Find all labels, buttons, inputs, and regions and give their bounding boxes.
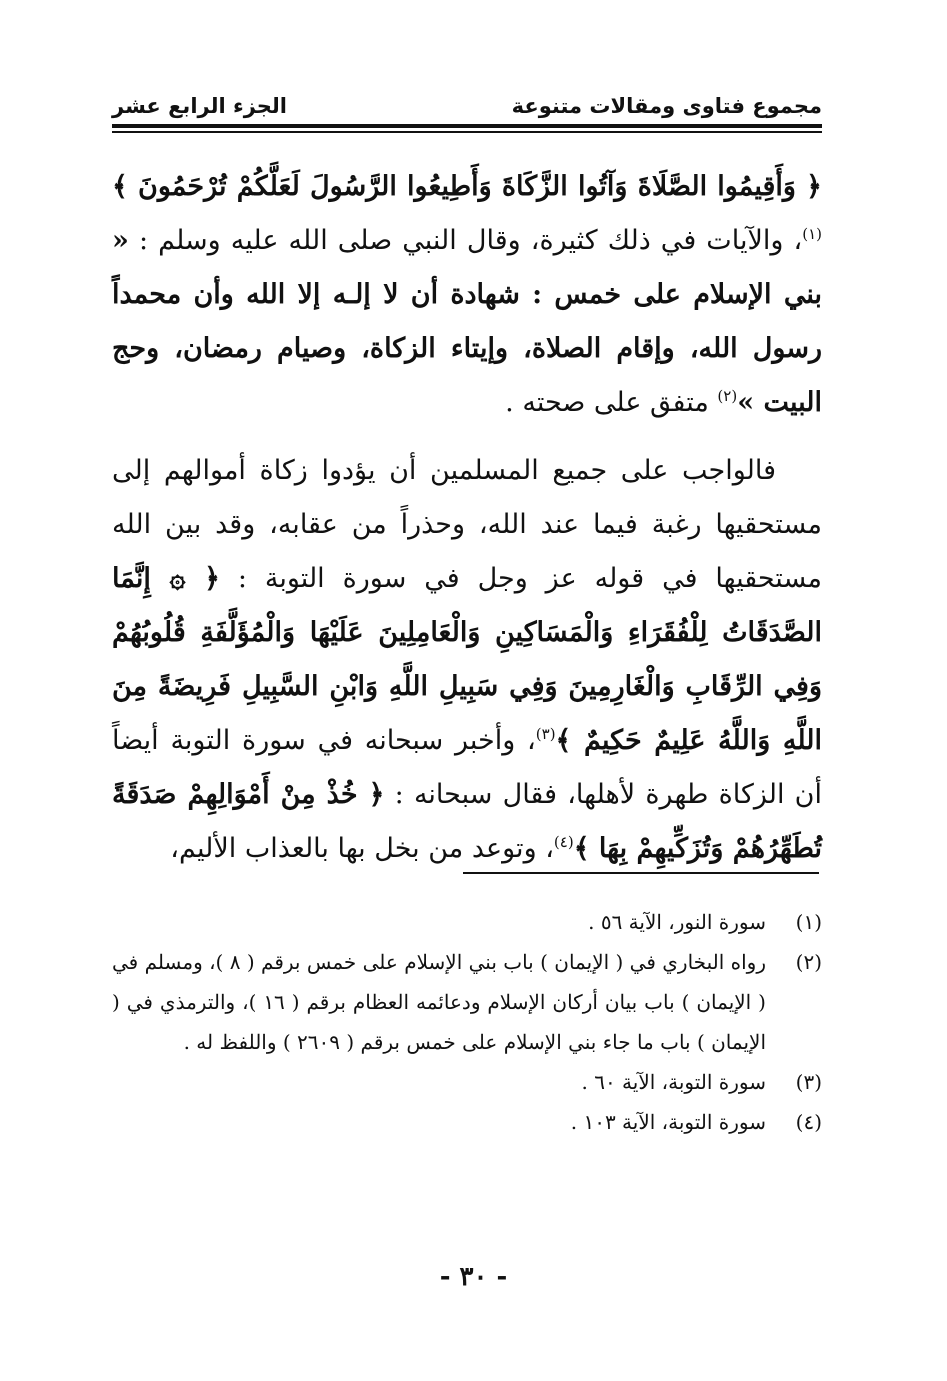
- paragraph-1: [112, 160, 822, 430]
- footnote-text: سورة التوبة، الآية ١٠٣ .: [570, 1110, 766, 1134]
- footnote-2: [112, 942, 822, 1062]
- paragraph-2-text-c: ، وتوعد من بخل بها بالعذاب الأليم،: [170, 833, 554, 864]
- quran-verse-2: ﴿ ۞ إِنَّمَا الصَّدَقَاتُ لِلْفُقَرَاءِ وَالْمَسَاكِينِ وَالْعَامِلِينَ عَلَيْهَا وَالْمُؤَلَّفَةِ قُلُوبُهُمْ وَفِي الرِّقَابِ وَالْغَارِمِينَ وَفِي سَبِيلِ اللَّهِ وَابْنِ السَّبِيلِ فَرِيضَةً مِنَ اللَّهِ وَاللَّهُ عَلِيمٌ حَكِيمٌ ﴾: [112, 563, 822, 756]
- footnote-number: (٤): [795, 1110, 822, 1134]
- footnote-text: سورة التوبة، الآية ٦٠ .: [581, 1070, 766, 1094]
- running-header: [112, 94, 822, 122]
- paragraph-2: [112, 444, 822, 876]
- footnote-3: [112, 1062, 822, 1102]
- paragraph-2-text-a: فالواجب على جميع المسلمين أن يؤدوا زكاة أموالهم إلى مستحقيها رغبة فيما عند الله، وحذراً من عقابه، وقد بين الله مستحقيها في قوله عز وجل في سورة التوبة :: [112, 455, 822, 594]
- footnote-ref-4: (٤): [553, 833, 574, 851]
- footnote-number: (٣): [795, 1070, 822, 1094]
- footnote-1: [112, 902, 822, 942]
- paragraph-1-text-a: ، والآيات في ذلك كثيرة، وقال النبي صلى الله عليه وسلم :: [138, 225, 803, 256]
- main-text: [112, 160, 822, 876]
- footnote-number: (٢): [795, 950, 822, 974]
- footnote-ref-2: (٢): [717, 387, 738, 405]
- footnote-number: (١): [795, 910, 822, 934]
- book-title: مجموع فتاوى ومقالات متنوعة: [511, 94, 822, 118]
- page-number: - ٣٠ -: [439, 1262, 508, 1292]
- paragraph-2-text-b: ، وأخبر سبحانه في سورة التوبة أيضاً أن الزكاة طهرة لأهلها، فقال سبحانه :: [112, 725, 823, 810]
- quran-verse-1: ﴿ وَأَقِيمُوا الصَّلَاةَ وَآتُوا الزَّكَاةَ وَأَطِيعُوا الرَّسُولَ لَعَلَّكُمْ تُرْحَمُونَ ﴾: [112, 171, 822, 202]
- footnote-separator: [463, 872, 819, 874]
- paragraph-1-text-b: متفق على صحته .: [505, 387, 718, 418]
- footnote-ref-1: (١): [802, 225, 822, 243]
- header-rule-thick: [112, 124, 822, 128]
- footnote-text: سورة النور، الآية ٥٦ .: [588, 910, 766, 934]
- footnote-text: رواه البخاري في ( الإيمان ) باب بني الإسلام على خمس برقم ( ٨ )، ومسلم في ( الإيمان ) باب بيان أركان الإسلام ودعائمه العظام برقم ( ١٦ )، والترمذي في ( الإيمان ) باب ما جاء بني الإسلام على خمس برقم ( ٢٦٠٩ ) واللفظ له .: [112, 950, 766, 1054]
- volume-label: الجزء الرابع عشر: [112, 94, 287, 118]
- quran-verse-3: ﴿ خُذْ مِنْ أَمْوَالِهِمْ صَدَقَةً تُطَهِّرُهُمْ وَتُزَكِّيهِمْ بِهَا ﴾: [112, 779, 822, 864]
- hadith-text: « بني الإسلام على خمس : شهادة أن لا إلـه إلا الله وأن محمداً رسول الله، وإقام الصلاة، وإيتاء الزكاة، وصيام رمضان، وحج البيت »: [112, 225, 822, 418]
- footnotes: [112, 902, 822, 1142]
- footnote-ref-3: (٣): [535, 725, 556, 743]
- footnote-4: [112, 1102, 822, 1142]
- header-rule-thin: [112, 131, 822, 133]
